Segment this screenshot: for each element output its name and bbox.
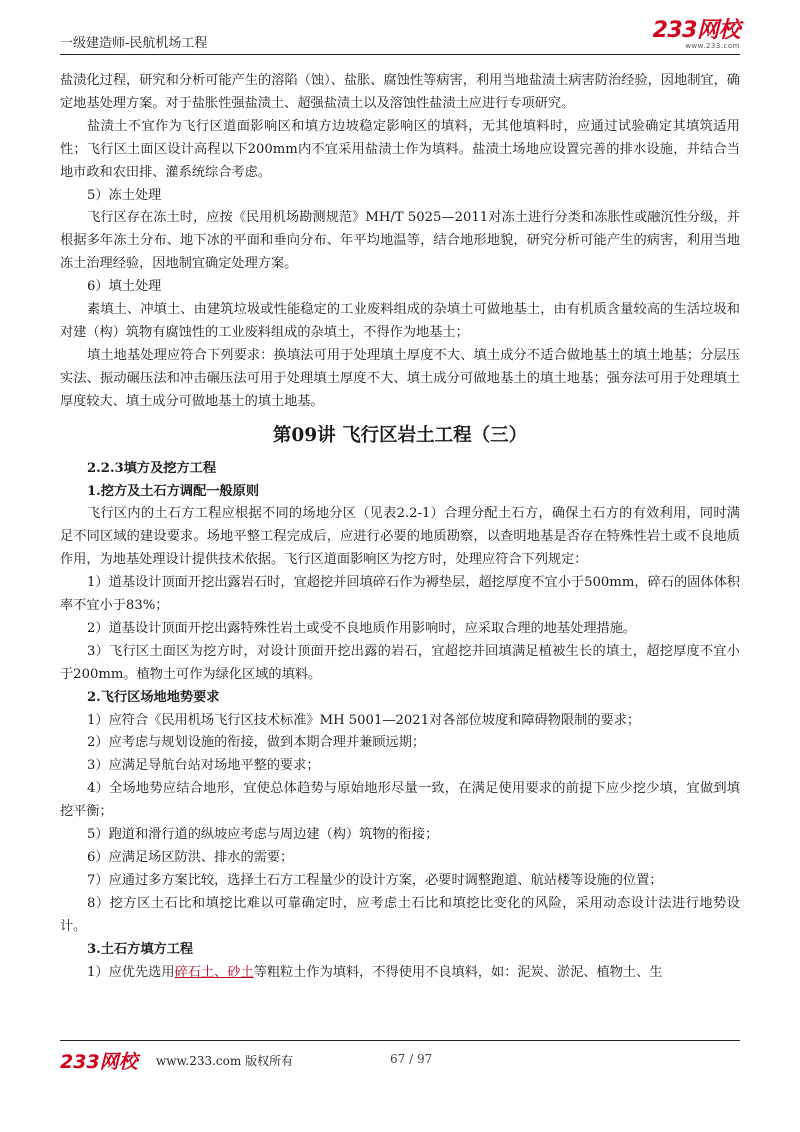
list-item-text-pre: 1）应优先选用 bbox=[87, 964, 175, 980]
list-item: 5）跑道和滑行道的纵坡应考虑与周边建（构）筑物的衔接； bbox=[87, 827, 439, 843]
paragraph: 盐渍化过程，研究和分析可能产生的溶陷（蚀）、盐胀、腐蚀性等病害，利用当地盐渍土病害防治经验，因地制宜，确定地基处理方案。对于盐胀性强盐渍土、超强盐渍土以及溶蚀性盐渍土应进行专项研究。 bbox=[60, 73, 740, 111]
copyright-text: www.233.com 版权所有 bbox=[156, 1054, 294, 1068]
subsection-heading: 3.土石方填方工程 bbox=[87, 941, 194, 957]
section-heading: 2.2.3填方及挖方工程 bbox=[87, 460, 217, 476]
logo-brand-text: 233网校 bbox=[652, 18, 740, 43]
list-item-text-post: 等粗粒土作为填料，不得使用不良填料，如：泥炭、淤泥、植物土、生 bbox=[253, 964, 663, 980]
list-item: 1）应符合《民用机场飞行区技术标准》MH 5001—2021对各部位坡度和障碍物限制的要求； bbox=[87, 712, 641, 728]
list-item: 7）应通过多方案比较，选择土石方工程量少的设计方案，必要时调整跑道、航站楼等设施的位置； bbox=[87, 872, 663, 888]
list-item: 6）应满足场区防洪、排水的需要； bbox=[87, 850, 294, 865]
page-number: 67 / 97 bbox=[390, 1052, 433, 1066]
list-item: 3）飞行区土面区为挖方时，对设计顶面开挖出露的岩石，宜超挖并回填满足植被生长的填土，超挖厚度不宜小于200mm。植物土可作为绿化区域的填料。 bbox=[60, 643, 740, 682]
list-item: 3）应满足导航台站对场地平整的要求； bbox=[87, 758, 320, 774]
list-item: 1）道基设计顶面开挖出露岩石时，宜超挖并回填碎石作为褥垫层，超挖厚度不宜小于500mm，碎石的固体体积率不宜小于83%； bbox=[60, 575, 740, 614]
list-item: 2）应考虑与规划设施的衔接，做到本期合理并兼顾远期； bbox=[87, 735, 426, 751]
paragraph: 素填土、冲填土、由建筑垃圾或性能稳定的工业废料组成的杂填土可做地基土，由有机质含量较高的生活垃圾和对建（构）筑物有腐蚀性的工业废料组成的杂填土，不得作为地基土； bbox=[60, 302, 740, 340]
paragraph: 盐渍土不宜作为飞行区道面影响区和填方边坡稳定影响区的填料，无其他填料时，应通过试验确定其填筑适用性；飞行区土面区设计高程以下200mm内不宜采用盐渍土作为填料。盐渍土场地应设置完善的排水设施，并结合当地市政和农田排、灌系统综合考虑。 bbox=[60, 118, 740, 180]
keyword-link[interactable]: 碎石土、砂土 bbox=[174, 964, 254, 980]
document-title: 一级建造师-民航机场工程 bbox=[60, 36, 208, 51]
list-item: 8）挖方区土石比和填挖比难以可靠确定时，应考虑土石比和填挖比变化的风险，采用动态设计法进行地势设计。 bbox=[60, 895, 740, 934]
list-item: 4）全场地势应结合地形，宜使总体趋势与原始地形尽量一致，在满足使用要求的前提下应少挖少填，宜做到填挖平衡； bbox=[60, 781, 740, 820]
paragraph: 填土地基处理应符合下列要求：换填法可用于处理填土厚度不大、填土成分不适合做地基土的填土地基；分层压实法、振动碾压法和冲击碾压法可用于处理填土厚度不大、填土成分可做地基土的填土地基；强夯法可用于处理填土厚度较大、填土成分可做地基土的填土地基。 bbox=[60, 347, 740, 409]
lecture-title bbox=[60, 422, 740, 450]
lecture-title-text: 第09讲 飞行区岩土工程（三） bbox=[272, 424, 528, 446]
list-item: 2）道基设计顶面开挖出露特殊性岩土或受不良地质作用影响时，应采取合理的地基处理措施。 bbox=[87, 620, 637, 636]
page-content bbox=[60, 70, 740, 984]
paragraph: 飞行区内的土石方工程应根据不同的场地分区（见表2.2-1）合理分配土石方，确保土石方的有效利用，同时满足不同区域的建设要求。场地平整工程完成后，应进行必要的地质勘察，以查明地基是否存在特殊性岩土或不良地质作用，为地基处理设计提供技术依据。飞行区道面影响区为挖方时，处理应符合下列规定： bbox=[60, 506, 740, 568]
subsection-heading: 1.挖方及土石方调配一般原则 bbox=[87, 483, 260, 499]
paragraph: 飞行区存在冻土时，应按《民用机场勘测规范》MH/T 5025—2011对冻土进行分类和冻胀性或融沉性分级，并根据多年冻土分布、地下冰的平面和垂向分布、年平均地温等，结合地形地貌，研究分析可能产生的病害，利用当地冻土治理经验，因地制宜确定处理方案。 bbox=[60, 210, 740, 272]
subsection-label: 5）冻土处理 bbox=[87, 187, 162, 203]
subsection-label: 6）填土处理 bbox=[87, 279, 162, 295]
page-header bbox=[60, 20, 740, 55]
list-item bbox=[60, 962, 740, 985]
logo-site-text: www.233.com bbox=[685, 42, 740, 50]
page-footer bbox=[60, 1040, 740, 1071]
brand-logo[interactable] bbox=[653, 20, 740, 50]
footer-logo[interactable]: 233网校 bbox=[60, 1051, 138, 1073]
subsection-heading: 2.飞行区场地地势要求 bbox=[87, 689, 220, 705]
